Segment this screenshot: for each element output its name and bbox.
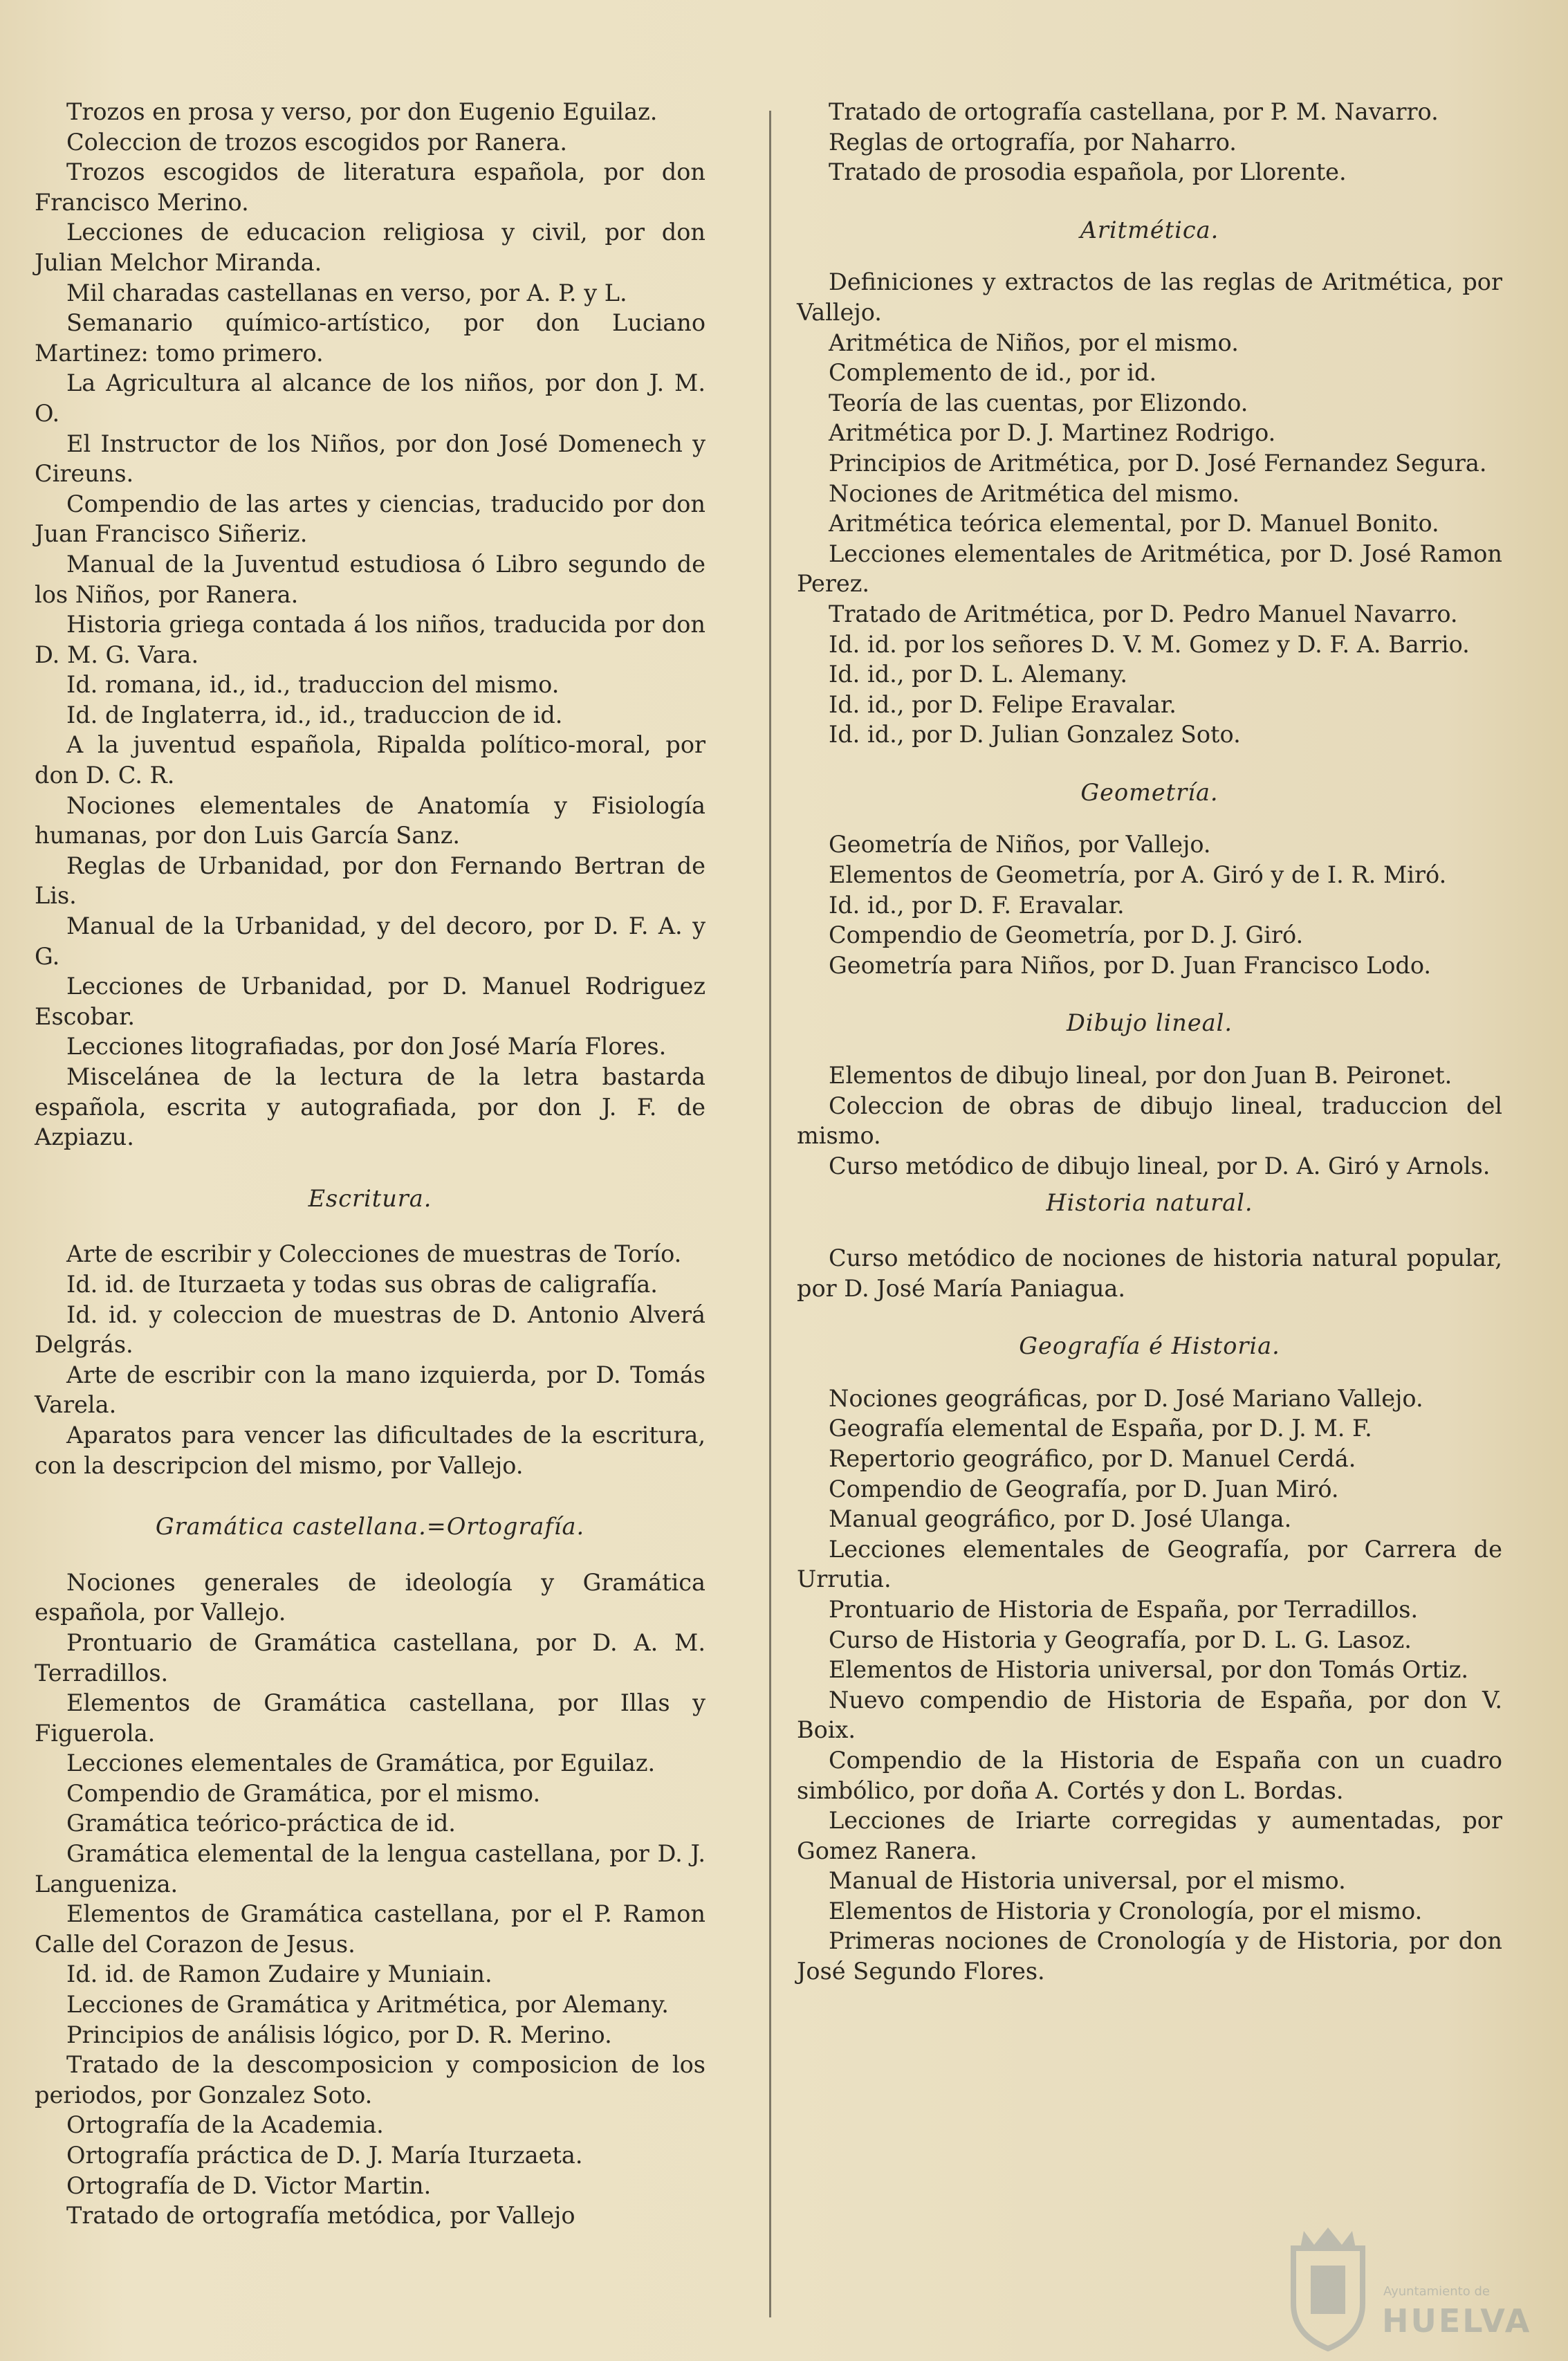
book-entry: Nociones geográficas, por D. José Mariano Vallejo. bbox=[829, 1384, 1423, 1412]
book-entry: Aritmética de Niños, por el mismo. bbox=[829, 329, 1239, 356]
section-heading-escritura: Escritura. bbox=[308, 1184, 432, 1212]
book-entry: Nociones generales de ideología y Gramática española, por Vallejo. bbox=[35, 1568, 705, 1626]
book-entry: Id. id. por los señores D. V. M. Gomez y D. F. A. Barrio. bbox=[829, 630, 1470, 658]
book-entry: Lecciones de Iriarte corregidas y aumentadas, por Gomez Ranera. bbox=[797, 1807, 1502, 1864]
book-entry: Compendio de las artes y ciencias, traducido por don Juan Francisco Siñeriz. bbox=[35, 490, 705, 548]
section-heading-gramatica: Gramática castellana.=Ortografía. bbox=[155, 1513, 585, 1541]
book-entry: Id. id., por D. F. Eravalar. bbox=[829, 891, 1125, 919]
book-entry: Lecciones elementales de Geografía, por Carrera de Urrutia. bbox=[797, 1535, 1502, 1593]
book-entry: Reglas de ortografía, por Naharro. bbox=[829, 128, 1237, 156]
book-entry: Manual de Historia universal, por el mismo. bbox=[829, 1867, 1346, 1895]
book-list-geometria bbox=[797, 829, 1502, 980]
right-column bbox=[797, 97, 1502, 1987]
book-entry: Prontuario de Gramática castellana, por D. A. M. Terradillos. bbox=[35, 1628, 705, 1687]
book-entry: Aparatos para vencer las dificultades de la escritura, con la descripcion del mismo, por Vallejo. bbox=[35, 1421, 705, 1479]
book-entry: Arte de escribir y Colecciones de muestras de Torío. bbox=[66, 1240, 682, 1268]
book-entry: A la juventud española, Ripalda político-moral, por don D. C. R. bbox=[35, 731, 705, 789]
book-entry: Lecciones elementales de Gramática, por Eguilaz. bbox=[66, 1749, 656, 1777]
watermark-small-text: Ayuntamiento de bbox=[1383, 2284, 1490, 2299]
book-list-gramatica bbox=[35, 1568, 705, 2231]
book-entry: Tratado de la descomposicion y composicion de los periodos, por Gonzalez Soto. bbox=[35, 2051, 705, 2109]
book-entry: Compendio de Geometría, por D. J. Giró. bbox=[829, 921, 1304, 949]
book-entry: Elementos de Historia universal, por don Tomás Ortiz. bbox=[829, 1656, 1469, 1684]
book-list-general bbox=[35, 97, 705, 1152]
book-entry: Lecciones elementales de Aritmética, por D. José Ramon Perez. bbox=[797, 540, 1502, 598]
book-entry: Coleccion de trozos escogidos por Ranera. bbox=[66, 128, 568, 156]
book-entry: Geometría para Niños, por D. Juan Francisco Lodo. bbox=[829, 951, 1432, 979]
book-entry: Compendio de la Historia de España con un cuadro simbólico, por doña A. Cortés y don L. Bordas. bbox=[797, 1746, 1502, 1804]
book-entry: Geometría de Niños, por Vallejo. bbox=[829, 831, 1211, 858]
book-entry: Ortografía de D. Victor Martin. bbox=[66, 2171, 432, 2199]
book-entry: El Instructor de los Niños, por don José Domenech y Cireuns. bbox=[35, 430, 705, 488]
book-entry: La Agricultura al alcance de los niños, por don J. M. O. bbox=[35, 369, 705, 427]
book-entry: Id. id. de Iturzaeta y todas sus obras de caligrafía. bbox=[66, 1270, 658, 1298]
book-entry: Coleccion de obras de dibujo lineal, traduccion del mismo. bbox=[797, 1092, 1502, 1150]
book-entry: Curso metódico de nociones de historia natural popular, por D. José María Paniagua. bbox=[797, 1244, 1502, 1302]
book-entry: Primeras nociones de Cronología y de Historia, por don José Segundo Flores. bbox=[797, 1927, 1502, 1985]
book-entry: Id. id. de Ramon Zudaire y Muniain. bbox=[66, 1960, 492, 1988]
book-entry: Miscelánea de la lectura de la letra bastarda española, escrita y autografiada, por don J. F. de Azpiazu. bbox=[35, 1063, 705, 1151]
book-entry: Semanario químico-artístico, por don Luciano Martinez: tomo primero. bbox=[35, 309, 705, 367]
book-list-escritura bbox=[35, 1239, 705, 1480]
book-entry: Ortografía de la Academia. bbox=[66, 2111, 384, 2139]
book-list-dibujo bbox=[797, 1060, 1502, 1181]
book-entry: Manual de la Urbanidad, y del decoro, por D. F. A. y G. bbox=[35, 912, 705, 970]
book-entry: Curso de Historia y Geografía, por D. L. G. Lasoz. bbox=[829, 1626, 1412, 1653]
book-entry: Lecciones de Urbanidad, por D. Manuel Rodriguez Escobar. bbox=[35, 973, 705, 1030]
column-divider bbox=[769, 111, 771, 2317]
book-entry: Nociones de Aritmética del mismo. bbox=[829, 479, 1240, 507]
section-heading-geografia: Geografía é Historia. bbox=[1019, 1332, 1280, 1360]
book-entry: Arte de escribir con la mano izquierda, por D. Tomás Varela. bbox=[35, 1361, 705, 1419]
book-entry: Trozos en prosa y verso, por don Eugenio Eguilaz. bbox=[66, 98, 658, 125]
book-entry: Compendio de Gramática, por el mismo. bbox=[66, 1779, 541, 1807]
book-entry: Principios de Aritmética, por D. José Fernandez Segura. bbox=[829, 449, 1487, 477]
book-entry: Ortografía práctica de D. J. María Iturzaeta. bbox=[66, 2142, 583, 2169]
section-heading-historia-natural: Historia natural. bbox=[1046, 1189, 1253, 1217]
book-entry: Compendio de Geografía, por D. Juan Miró. bbox=[829, 1475, 1339, 1503]
book-entry: Tratado de ortografía castellana, por P. M. Navarro. bbox=[829, 98, 1439, 125]
book-entry: Id. id., por D. L. Alemany. bbox=[829, 661, 1128, 688]
book-entry: Reglas de Urbanidad, por don Fernando Bertran de Lis. bbox=[35, 852, 705, 910]
book-entry: Manual de la Juventud estudiosa ó Libro segundo de los Niños, por Ranera. bbox=[35, 550, 705, 608]
book-entry: Prontuario de Historia de España, por Terradillos. bbox=[829, 1595, 1419, 1623]
watermark-text: HUELVA bbox=[1382, 2302, 1532, 2340]
book-entry: Curso metódico de dibujo lineal, por D. A. Giró y Arnols. bbox=[829, 1152, 1491, 1179]
book-list-ortografia-continued bbox=[797, 97, 1502, 187]
book-entry: Id. id., por D. Julian Gonzalez Soto. bbox=[829, 721, 1241, 748]
section-heading-aritmetica: Aritmética. bbox=[1080, 216, 1219, 244]
ayuntamiento-huelva-watermark bbox=[1280, 2221, 1556, 2352]
book-entry: Lecciones de educacion religiosa y civil, por don Julian Melchor Miranda. bbox=[35, 219, 705, 276]
book-entry: Id. id. y coleccion de muestras de D. Antonio Alverá Delgrás. bbox=[35, 1301, 705, 1359]
book-entry: Aritmética por D. J. Martinez Rodrigo. bbox=[829, 419, 1276, 447]
book-entry: Manual geográfico, por D. José Ulanga. bbox=[829, 1505, 1292, 1533]
book-entry: Lecciones litografiadas, por don José María Flores. bbox=[66, 1033, 667, 1060]
book-entry: Id. de Inglaterra, id., id., traduccion de id. bbox=[66, 701, 563, 728]
book-entry: Id. romana, id., id., traduccion del mismo. bbox=[66, 671, 560, 699]
book-entry: Tratado de prosodia española, por Llorente. bbox=[829, 158, 1347, 186]
book-entry: Nociones elementales de Anatomía y Fisiología humanas, por don Luis García Sanz. bbox=[35, 791, 705, 849]
book-entry: Gramática elemental de la lengua castellana, por D. J. Langueniza. bbox=[35, 1840, 705, 1898]
book-entry: Mil charadas castellanas en verso, por A. P. y L. bbox=[66, 279, 627, 306]
book-entry: Teoría de las cuentas, por Elizondo. bbox=[829, 389, 1248, 416]
book-list-aritmetica bbox=[797, 267, 1502, 750]
book-entry: Historia griega contada á los niños, traducida por don D. M. G. Vara. bbox=[35, 611, 705, 668]
book-entry: Tratado de ortografía metódica, por Vallejo bbox=[66, 2202, 575, 2230]
book-entry: Complemento de id., por id. bbox=[829, 359, 1157, 387]
book-entry: Aritmética teórica elemental, por D. Manuel Bonito. bbox=[829, 510, 1439, 538]
book-entry: Gramática teórico-práctica de id. bbox=[66, 1810, 456, 1837]
book-entry: Trozos escogidos de literatura española, por don Francisco Merino. bbox=[35, 158, 705, 216]
book-entry: Elementos de dibujo lineal, por don Juan B. Peironet. bbox=[829, 1062, 1452, 1090]
book-entry: Elementos de Geometría, por A. Giró y de I. R. Miró. bbox=[829, 861, 1447, 889]
book-entry: Elementos de Gramática castellana, por Illas y Figuerola. bbox=[35, 1689, 705, 1747]
book-entry: Tratado de Aritmética, por D. Pedro Manuel Navarro. bbox=[829, 600, 1458, 627]
left-column bbox=[35, 97, 705, 2231]
book-entry: Lecciones de Gramática y Aritmética, por Alemany. bbox=[66, 1991, 669, 2019]
book-entry: Repertorio geográfico, por D. Manuel Cerdá. bbox=[829, 1444, 1356, 1472]
book-entry: Nuevo compendio de Historia de España, por don V. Boix. bbox=[797, 1686, 1502, 1744]
book-entry: Elementos de Gramática castellana, por el P. Ramon Calle del Corazon de Jesus. bbox=[35, 1900, 705, 1958]
book-list-geografia bbox=[797, 1384, 1502, 1987]
book-entry: Principios de análisis lógico, por D. R. Merino. bbox=[66, 2021, 612, 2048]
section-heading-geometria: Geometría. bbox=[1080, 778, 1219, 806]
book-entry: Definiciones y extractos de las reglas de Aritmética, por Vallejo. bbox=[797, 268, 1502, 326]
book-entry: Elementos de Historia y Cronología, por el mismo. bbox=[829, 1897, 1423, 1924]
book-entry: Id. id., por D. Felipe Eravalar. bbox=[829, 690, 1177, 718]
section-heading-dibujo: Dibujo lineal. bbox=[1067, 1009, 1233, 1037]
shield-icon bbox=[1280, 2221, 1376, 2352]
book-entry: Geografía elemental de España, por D. J. M. F. bbox=[829, 1415, 1372, 1442]
book-list-historia-natural bbox=[797, 1243, 1502, 1303]
